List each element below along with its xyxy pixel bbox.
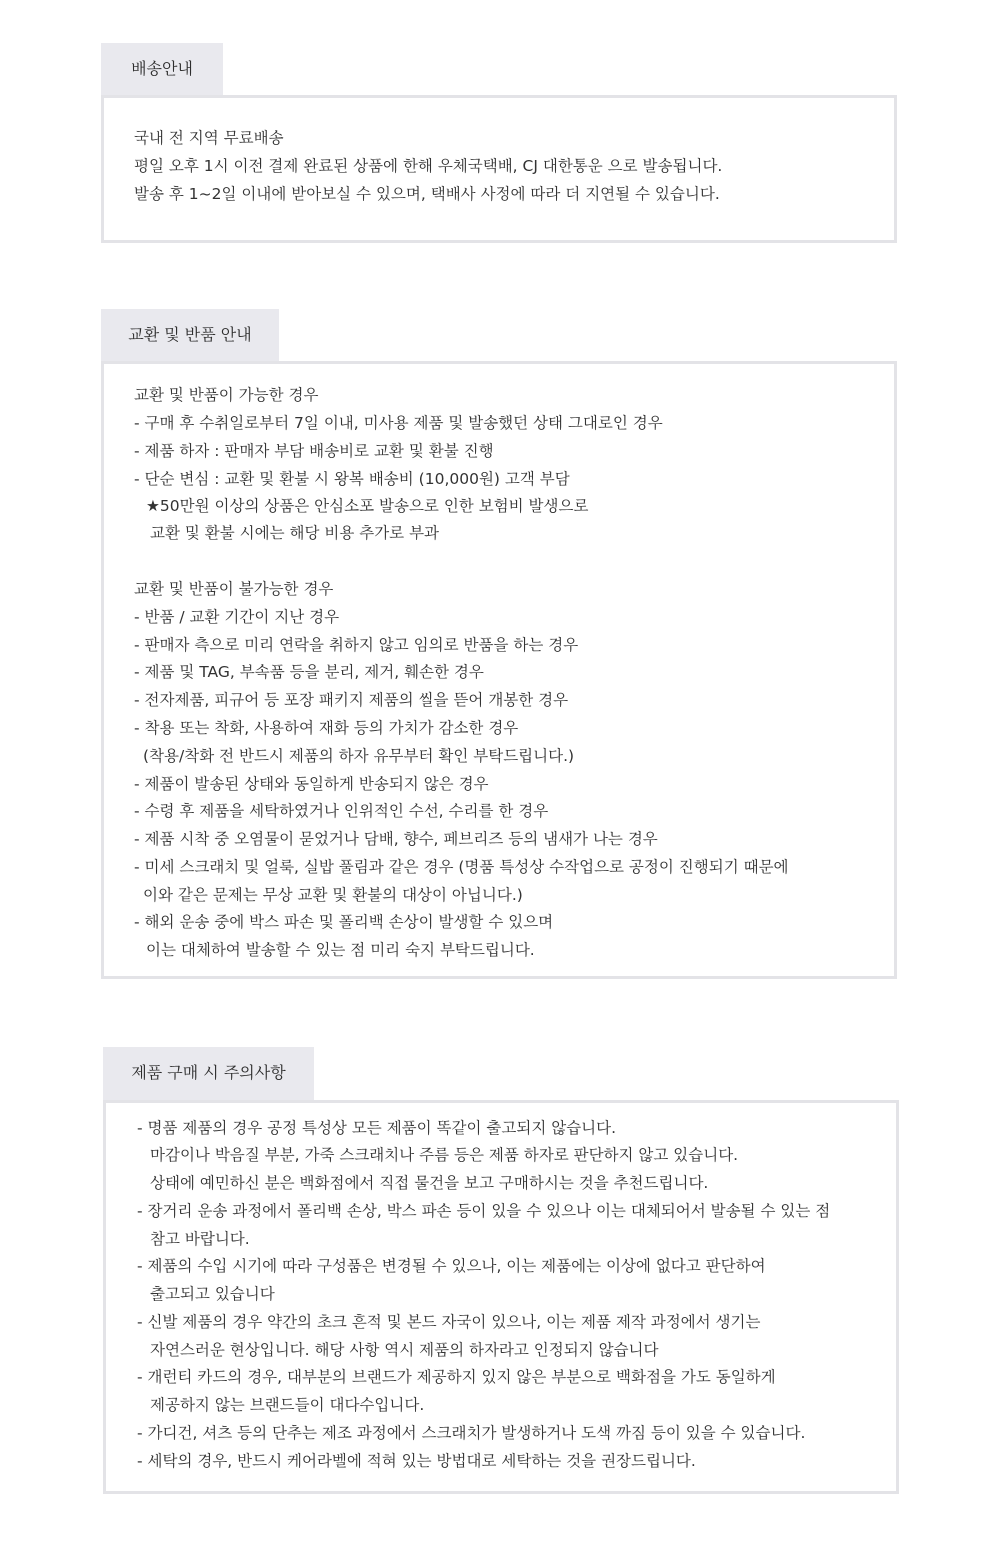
- exchange-line: - 판매자 측으로 미리 연락을 취하지 않고 임의로 반품을 하는 경우: [134, 636, 579, 654]
- caution-line: 참고 바랍니다.: [150, 1230, 250, 1248]
- exchange-line: - 단순 변심 : 교환 및 환불 시 왕복 배송비 (10,000원) 고객 부담: [134, 470, 570, 488]
- caution-line: - 장거리 운송 과정에서 폴리백 손상, 박스 파손 등이 있을 수 있으나 이는 대체되어서 발송될 수 있는 점: [137, 1202, 831, 1220]
- shipping-info-tab: 배송안내: [101, 43, 223, 96]
- exchange-line: - 구매 후 수취일로부터 7일 이내, 미사용 제품 및 발송했던 상태 그대로인 경우: [134, 414, 663, 432]
- exchange-line: - 수령 후 제품을 세탁하였거나 인위적인 수선, 수리를 한 경우: [134, 802, 549, 820]
- exchange-line: - 제품 시착 중 오염물이 묻었거나 담배, 향수, 페브리즈 등의 냄새가 나는 경우: [134, 830, 658, 848]
- shipping-line: 평일 오후 1시 이전 결제 완료된 상품에 한해 우체국택배, CJ 대한통운 으로 발송됩니다.: [134, 157, 723, 175]
- caution-line: 자연스러운 현상입니다. 해당 사항 역시 제품의 하자라고 인정되지 않습니다: [150, 1341, 659, 1359]
- purchase-cautions-tab: 제품 구매 시 주의사항: [103, 1047, 314, 1101]
- exchange-line: 교환 및 반품이 가능한 경우: [134, 386, 319, 404]
- caution-line: 마감이나 박음질 부분, 가죽 스크래치나 주름 등은 제품 하자로 판단하지 않고 있습니다.: [150, 1146, 739, 1164]
- caution-line: - 제품의 수입 시기에 따라 구성품은 변경될 수 있으나, 이는 제품에는 이상에 없다고 판단하여: [137, 1257, 766, 1275]
- shipping-line: 국내 전 지역 무료배송: [134, 129, 284, 147]
- caution-line: - 신발 제품의 경우 약간의 초크 흔적 및 본드 자국이 있으나, 이는 제품 제작 과정에서 생기는: [137, 1313, 761, 1331]
- caution-line: - 개런티 카드의 경우, 대부분의 브랜드가 제공하지 있지 않은 부분으로 백화점을 가도 동일하게: [137, 1368, 776, 1386]
- caution-line: - 가디건, 셔츠 등의 단추는 제조 과정에서 스크래치가 발생하거나 도색 까짐 등이 있을 수 있습니다.: [137, 1424, 806, 1442]
- exchange-line: 이는 대체하여 발송할 수 있는 점 미리 숙지 부탁드립니다.: [146, 941, 535, 959]
- caution-line: 제공하지 않는 브랜드들이 대다수입니다.: [150, 1396, 425, 1414]
- exchange-line: - 착용 또는 착화, 사용하여 재화 등의 가치가 감소한 경우: [134, 719, 519, 737]
- exchange-return-tab: 교환 및 반품 안내: [101, 309, 279, 362]
- caution-line: - 세탁의 경우, 반드시 케어라벨에 적혀 있는 방법대로 세탁하는 것을 권장드립니다.: [137, 1452, 696, 1470]
- shipping-line: 발송 후 1~2일 이내에 받아보실 수 있으며, 택배사 사정에 따라 더 지연될 수 있습니다.: [134, 185, 720, 203]
- exchange-line: - 해외 운송 중에 박스 파손 및 폴리백 손상이 발생할 수 있으며: [134, 913, 554, 931]
- exchange-line: 교환 및 반품이 불가능한 경우: [134, 580, 334, 598]
- caution-line: 상태에 예민하신 분은 백화점에서 직접 물건을 보고 구매하시는 것을 추천드립니다.: [150, 1174, 709, 1192]
- exchange-line: ★50만원 이상의 상품은 안심소포 발송으로 인한 보험비 발생으로: [146, 497, 589, 515]
- exchange-line: 이와 같은 문제는 무상 교환 및 환불의 대상이 아닙니다.): [143, 886, 523, 904]
- exchange-line: (착용/착화 전 반드시 제품의 하자 유무부터 확인 부탁드립니다.): [143, 747, 575, 765]
- exchange-line: - 제품 하자 : 판매자 부담 배송비로 교환 및 환불 진행: [134, 442, 494, 460]
- exchange-line: 교환 및 환불 시에는 해당 비용 추가로 부과: [150, 524, 440, 542]
- caution-line: - 명품 제품의 경우 공정 특성상 모든 제품이 똑같이 출고되지 않습니다.: [137, 1119, 617, 1137]
- exchange-line: - 반품 / 교환 기간이 지난 경우: [134, 608, 340, 626]
- exchange-line: - 전자제품, 피규어 등 포장 패키지 제품의 씰을 뜯어 개봉한 경우: [134, 691, 569, 709]
- exchange-line: - 제품 및 TAG, 부속품 등을 분리, 제거, 훼손한 경우: [134, 663, 484, 681]
- caution-line: 출고되고 있습니다: [150, 1285, 275, 1303]
- exchange-line: - 미세 스크래치 및 얼룩, 실밥 풀림과 같은 경우 (명품 특성상 수작업으로 공정이 진행되기 때문에: [134, 858, 789, 876]
- exchange-line: - 제품이 발송된 상태와 동일하게 반송되지 않은 경우: [134, 775, 489, 793]
